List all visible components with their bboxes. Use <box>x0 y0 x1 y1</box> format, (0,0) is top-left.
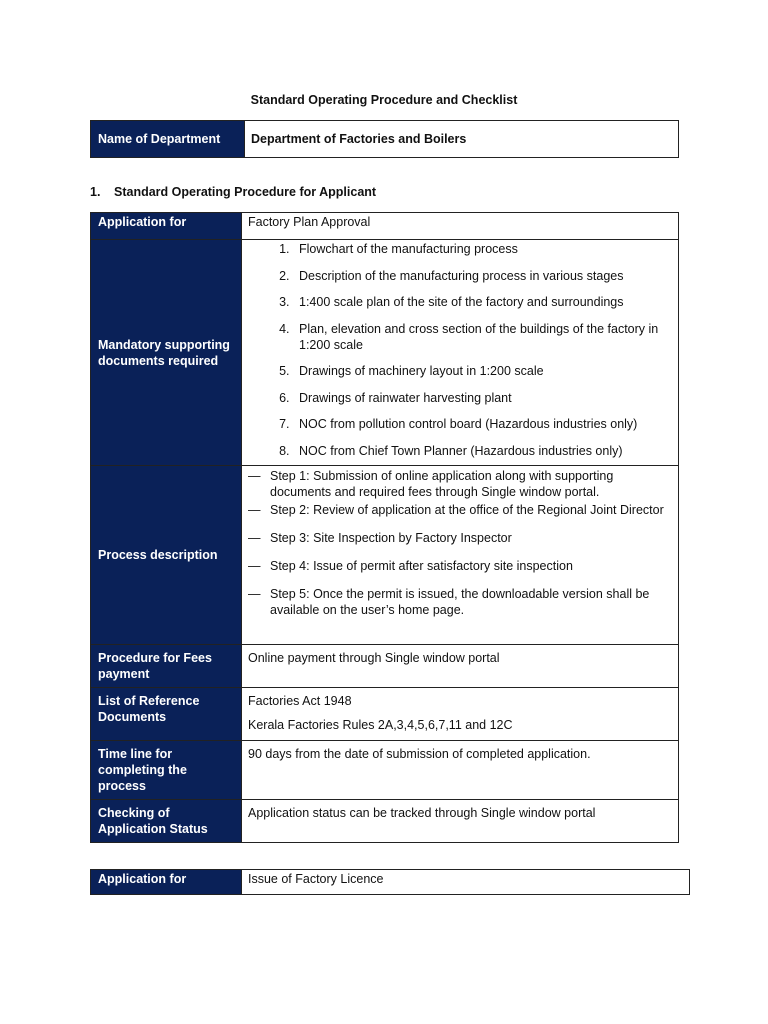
document-title: Standard Operating Procedure and Checklist <box>250 93 518 107</box>
reference-item: Factories Act 1948 <box>248 694 352 708</box>
list-item <box>248 558 672 574</box>
fees-value: Online payment through Single window portal <box>242 645 679 688</box>
dash-bullet: — <box>248 469 261 483</box>
process-steps-list <box>248 468 672 618</box>
section-title: Standard Operating Procedure for Applicant <box>114 185 377 199</box>
step-text: Step 3: Site Inspection by Factory Inspector <box>270 531 512 545</box>
application-row <box>91 213 679 240</box>
section-number: 1. <box>90 185 101 199</box>
dash-bullet: — <box>248 531 261 545</box>
status-value: Application status can be tracked through Single window portal <box>242 800 679 843</box>
step-text: Step 4: Issue of permit after satisfactory site inspection <box>270 559 573 573</box>
documents-list <box>248 240 672 459</box>
list-item: 8. NOC from Chief Town Planner (Hazardous industries only) <box>293 443 672 459</box>
list-item: 7. NOC from pollution control board (Hazardous industries only) <box>293 416 672 432</box>
list-item <box>248 468 672 500</box>
references-cell <box>242 688 679 741</box>
step-text: Step 5: Once the permit is issued, the downloadable version shall be available on the user’s home page. <box>270 587 650 617</box>
second-application-label: Application for <box>91 870 242 895</box>
list-item: 2. Description of the manufacturing process in various stages <box>293 268 672 284</box>
process-label: Process description <box>91 466 242 645</box>
department-table <box>90 120 679 158</box>
list-item <box>248 530 672 546</box>
fees-label: Procedure for Fees payment <box>91 645 242 688</box>
reference-item: Kerala Factories Rules 2A,3,4,5,6,7,11 and 12C <box>248 718 513 732</box>
list-item <box>248 586 672 618</box>
documents-row <box>91 240 679 466</box>
process-row <box>91 466 679 645</box>
status-row <box>91 800 679 843</box>
process-cell <box>242 466 679 645</box>
dash-bullet: — <box>248 503 261 517</box>
timeline-label: Time line for completing the process <box>91 741 242 800</box>
application-value: Factory Plan Approval <box>242 213 679 240</box>
application-label: Application for <box>91 213 242 240</box>
list-item: 6. Drawings of rainwater harvesting plant <box>293 390 672 406</box>
list-item: 1. Flowchart of the manufacturing process <box>293 241 672 257</box>
fees-row <box>91 645 679 688</box>
department-row <box>91 121 679 158</box>
section-heading <box>90 185 376 199</box>
list-item <box>248 502 672 518</box>
second-application-table <box>90 869 690 895</box>
timeline-row <box>91 741 679 800</box>
second-application-row <box>91 870 690 895</box>
dash-bullet: — <box>248 559 261 573</box>
list-item: 5. Drawings of machinery layout in 1:200 scale <box>293 363 672 379</box>
list-item: 4. Plan, elevation and cross section of the buildings of the factory in 1:200 scale <box>293 321 672 353</box>
references-row <box>91 688 679 741</box>
step-text: Step 1: Submission of online application along with supporting documents and required fees through Single window portal. <box>270 469 614 499</box>
status-label: Checking of Application Status <box>91 800 242 843</box>
references-label: List of Reference Documents <box>91 688 242 741</box>
dash-bullet: — <box>248 587 261 601</box>
second-application-value: Issue of Factory Licence <box>242 870 690 895</box>
list-item: 3. 1:400 scale plan of the site of the factory and surroundings <box>293 294 672 310</box>
documents-cell <box>242 240 679 466</box>
department-label: Name of Department <box>91 121 245 158</box>
timeline-value: 90 days from the date of submission of completed application. <box>242 741 679 800</box>
department-value: Department of Factories and Boilers <box>245 121 679 158</box>
step-text: Step 2: Review of application at the office of the Regional Joint Director <box>270 503 664 517</box>
sop-table <box>90 212 679 843</box>
documents-label: Mandatory supporting documents required <box>91 240 242 466</box>
